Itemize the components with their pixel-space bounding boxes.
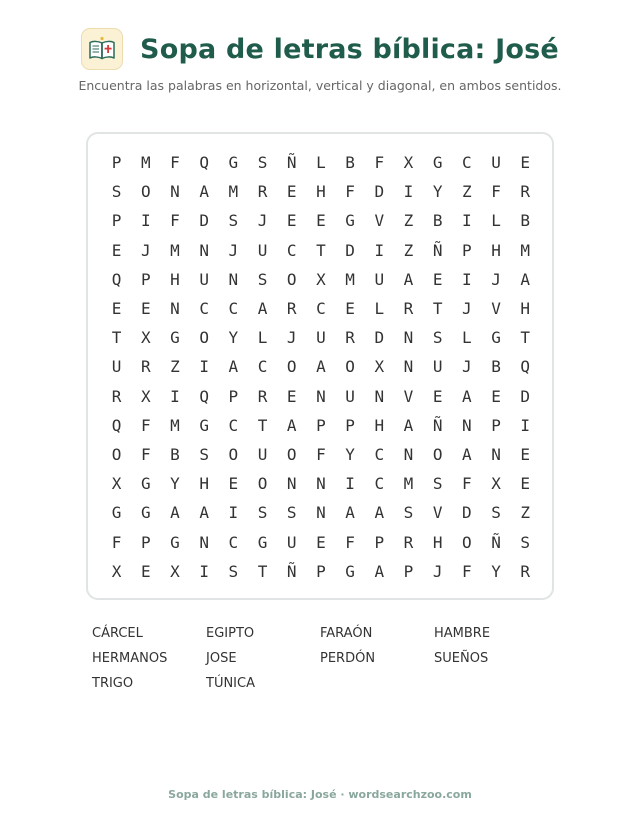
grid-letter[interactable]: N bbox=[199, 532, 209, 552]
grid-letter[interactable]: G bbox=[140, 503, 151, 523]
grid-letter[interactable]: Q bbox=[199, 153, 209, 173]
grid-letter[interactable]: O bbox=[345, 357, 355, 377]
grid-letter[interactable]: R bbox=[403, 532, 414, 552]
grid-letter[interactable]: G bbox=[345, 211, 355, 231]
grid-letter[interactable]: J bbox=[140, 240, 151, 260]
grid-letter[interactable]: S bbox=[111, 182, 122, 202]
grid-letter[interactable]: E bbox=[520, 153, 531, 173]
grid-letter[interactable]: C bbox=[228, 532, 239, 552]
grid-letter[interactable]: U bbox=[491, 153, 501, 173]
grid-letter[interactable]: S bbox=[491, 503, 501, 523]
grid-letter[interactable]: Ñ bbox=[432, 240, 443, 260]
grid-letter[interactable]: J bbox=[491, 269, 501, 289]
grid-letter[interactable]: Ñ bbox=[286, 561, 297, 581]
grid-letter[interactable]: Y bbox=[432, 182, 443, 202]
grid-letter[interactable]: E bbox=[316, 211, 326, 231]
grid-letter[interactable]: F bbox=[140, 415, 151, 435]
grid-letter[interactable]: D bbox=[345, 240, 355, 260]
header bbox=[0, 28, 640, 70]
grid-letter[interactable]: E bbox=[432, 269, 443, 289]
grid-letter[interactable]: S bbox=[257, 269, 268, 289]
grid-letter[interactable]: T bbox=[111, 328, 122, 348]
grid-letter[interactable]: S bbox=[257, 153, 268, 173]
grid-letter[interactable]: T bbox=[257, 561, 268, 581]
grid-letter[interactable]: P bbox=[316, 415, 326, 435]
grid-letter[interactable]: N bbox=[286, 474, 297, 494]
grid-letter[interactable]: G bbox=[345, 561, 355, 581]
grid-letter[interactable]: J bbox=[257, 211, 268, 231]
grid-letter[interactable]: A bbox=[199, 182, 209, 202]
grid-letter[interactable]: A bbox=[403, 415, 414, 435]
grid-letter[interactable]: G bbox=[432, 153, 443, 173]
page-title: Sopa de letras bíblica: José bbox=[140, 33, 559, 65]
grid-letter[interactable]: G bbox=[199, 415, 209, 435]
grid-letter[interactable]: A bbox=[199, 503, 209, 523]
grid-letter[interactable]: Q bbox=[111, 269, 122, 289]
grid-letter[interactable]: M bbox=[170, 240, 180, 260]
grid-letter[interactable]: E bbox=[520, 444, 531, 464]
grid-letter[interactable]: Q bbox=[111, 415, 122, 435]
grid-letter[interactable]: S bbox=[432, 328, 443, 348]
grid-letter[interactable]: A bbox=[462, 444, 472, 464]
word-item: TÚNICA bbox=[206, 676, 255, 691]
grid-letter[interactable]: S bbox=[286, 503, 297, 523]
grid-letter[interactable]: O bbox=[199, 328, 209, 348]
grid-letter[interactable]: V bbox=[491, 299, 501, 319]
grid-letter[interactable]: Ñ bbox=[491, 532, 501, 552]
grid-letter[interactable]: J bbox=[462, 299, 472, 319]
grid-letter[interactable]: F bbox=[345, 182, 355, 202]
grid-letter[interactable]: G bbox=[140, 474, 151, 494]
grid-letter[interactable]: A bbox=[462, 386, 472, 406]
grid-letter[interactable]: H bbox=[491, 240, 501, 260]
word-item: EGIPTO bbox=[206, 626, 255, 641]
grid-letter[interactable]: N bbox=[170, 182, 180, 202]
grid-letter[interactable]: O bbox=[228, 444, 239, 464]
grid-letter[interactable]: B bbox=[520, 211, 531, 231]
grid-letter[interactable]: U bbox=[316, 328, 326, 348]
grid-letter[interactable]: U bbox=[286, 532, 297, 552]
grid-letter[interactable]: G bbox=[170, 328, 180, 348]
grid-letter[interactable]: R bbox=[520, 182, 531, 202]
grid-letter[interactable]: V bbox=[403, 386, 414, 406]
grid-letter[interactable]: N bbox=[316, 503, 326, 523]
grid-letter[interactable]: A bbox=[520, 269, 531, 289]
grid-letter[interactable]: X bbox=[316, 269, 326, 289]
grid-letter[interactable]: X bbox=[111, 561, 122, 581]
grid-letter[interactable]: C bbox=[286, 240, 297, 260]
grid-letter[interactable]: C bbox=[374, 474, 385, 494]
grid-letter[interactable]: P bbox=[316, 561, 326, 581]
grid-letter[interactable]: N bbox=[374, 386, 385, 406]
grid-letter[interactable]: O bbox=[432, 444, 443, 464]
grid-letter[interactable]: F bbox=[345, 532, 355, 552]
grid-letter[interactable]: N bbox=[170, 299, 180, 319]
grid-letter[interactable]: O bbox=[140, 182, 151, 202]
grid-letter[interactable]: X bbox=[140, 386, 151, 406]
word-item: PERDÓN bbox=[320, 651, 376, 666]
puzzle-board bbox=[86, 132, 554, 600]
grid-letter[interactable]: H bbox=[316, 182, 326, 202]
grid-letter[interactable]: M bbox=[228, 182, 239, 202]
grid-letter[interactable]: I bbox=[170, 386, 180, 406]
grid-letter[interactable]: X bbox=[374, 357, 385, 377]
letter-grid bbox=[102, 148, 540, 586]
grid-letter[interactable]: R bbox=[257, 386, 268, 406]
grid-letter[interactable]: C bbox=[374, 444, 385, 464]
grid-letter[interactable]: E bbox=[140, 561, 151, 581]
grid-letter[interactable]: S bbox=[199, 444, 209, 464]
grid-letter[interactable]: B bbox=[345, 153, 355, 173]
grid-letter[interactable]: C bbox=[257, 357, 268, 377]
grid-letter[interactable]: B bbox=[432, 211, 443, 231]
grid-letter[interactable]: T bbox=[257, 415, 268, 435]
grid-letter[interactable]: F bbox=[170, 153, 180, 173]
grid-letter[interactable]: F bbox=[462, 561, 472, 581]
grid-letter[interactable]: P bbox=[140, 532, 151, 552]
grid-letter[interactable]: Z bbox=[403, 211, 414, 231]
grid-letter[interactable]: P bbox=[374, 532, 385, 552]
grid-letter[interactable]: X bbox=[111, 474, 122, 494]
word-list bbox=[92, 626, 548, 701]
grid-letter[interactable]: R bbox=[520, 561, 531, 581]
grid-letter[interactable]: M bbox=[345, 269, 355, 289]
grid-letter[interactable]: D bbox=[374, 182, 385, 202]
grid-letter[interactable]: I bbox=[403, 182, 414, 202]
grid-letter[interactable]: Y bbox=[345, 444, 355, 464]
grid-letter[interactable]: E bbox=[111, 240, 122, 260]
grid-letter[interactable]: P bbox=[111, 211, 122, 231]
grid-letter[interactable]: C bbox=[316, 299, 326, 319]
grid-letter[interactable]: F bbox=[111, 532, 122, 552]
grid-letter[interactable]: A bbox=[286, 415, 297, 435]
grid-letter[interactable]: G bbox=[228, 153, 239, 173]
grid-letter[interactable]: H bbox=[432, 532, 443, 552]
grid-letter[interactable]: Q bbox=[199, 386, 209, 406]
grid-letter[interactable]: L bbox=[491, 211, 501, 231]
grid-letter[interactable]: P bbox=[140, 269, 151, 289]
grid-letter[interactable]: F bbox=[374, 153, 385, 173]
grid-letter[interactable]: N bbox=[491, 444, 501, 464]
grid-letter[interactable]: D bbox=[374, 328, 385, 348]
grid-letter[interactable]: U bbox=[199, 269, 209, 289]
grid-letter[interactable]: E bbox=[140, 299, 151, 319]
grid-letter[interactable]: B bbox=[170, 444, 180, 464]
grid-letter[interactable]: E bbox=[286, 182, 297, 202]
grid-letter[interactable]: S bbox=[228, 561, 239, 581]
grid-letter[interactable]: A bbox=[170, 503, 180, 523]
grid-letter[interactable]: O bbox=[462, 532, 472, 552]
word-item: TRIGO bbox=[92, 676, 134, 691]
grid-letter[interactable]: P bbox=[345, 415, 355, 435]
grid-letter[interactable]: A bbox=[403, 269, 414, 289]
grid-letter[interactable]: R bbox=[286, 299, 297, 319]
grid-letter[interactable]: P bbox=[111, 153, 122, 173]
grid-letter[interactable]: S bbox=[228, 211, 239, 231]
grid-letter[interactable]: Y bbox=[228, 328, 239, 348]
grid-letter[interactable]: T bbox=[316, 240, 326, 260]
word-item: CÁRCEL bbox=[92, 626, 143, 641]
grid-letter[interactable]: Ñ bbox=[286, 153, 297, 173]
grid-letter[interactable]: A bbox=[374, 561, 385, 581]
grid-letter[interactable]: S bbox=[432, 474, 443, 494]
grid-letter[interactable]: A bbox=[345, 503, 355, 523]
grid-letter[interactable]: I bbox=[374, 240, 385, 260]
grid-letter[interactable]: E bbox=[286, 211, 297, 231]
grid-letter[interactable]: O bbox=[286, 269, 297, 289]
grid-letter[interactable]: F bbox=[316, 444, 326, 464]
grid-letter[interactable]: U bbox=[345, 386, 355, 406]
grid-letter[interactable]: I bbox=[228, 503, 239, 523]
grid-letter[interactable]: R bbox=[257, 182, 268, 202]
grid-letter[interactable]: V bbox=[432, 503, 443, 523]
grid-letter[interactable]: N bbox=[316, 474, 326, 494]
grid-letter[interactable]: M bbox=[170, 415, 180, 435]
grid-letter[interactable]: X bbox=[140, 328, 151, 348]
grid-letter[interactable]: B bbox=[491, 357, 501, 377]
grid-letter[interactable]: D bbox=[462, 503, 472, 523]
grid-letter[interactable]: V bbox=[374, 211, 385, 231]
grid-letter[interactable]: I bbox=[462, 269, 472, 289]
grid-letter[interactable]: A bbox=[257, 299, 268, 319]
grid-letter[interactable]: E bbox=[286, 386, 297, 406]
grid-letter[interactable]: Z bbox=[403, 240, 414, 260]
grid-letter[interactable]: L bbox=[374, 299, 385, 319]
grid-letter[interactable]: Y bbox=[491, 561, 501, 581]
grid-letter[interactable]: G bbox=[170, 532, 180, 552]
open-bible-icon bbox=[81, 28, 123, 70]
grid-letter[interactable]: P bbox=[491, 415, 501, 435]
grid-letter[interactable]: L bbox=[462, 328, 472, 348]
grid-letter[interactable]: H bbox=[199, 474, 209, 494]
page-subtitle: Encuentra las palabras en horizontal, vertical y diagonal, en ambos sentidos. bbox=[78, 78, 562, 93]
grid-letter[interactable]: O bbox=[111, 444, 122, 464]
grid-letter[interactable]: G bbox=[491, 328, 501, 348]
grid-letter[interactable]: I bbox=[520, 415, 531, 435]
grid-letter[interactable]: C bbox=[199, 299, 209, 319]
grid-letter[interactable]: Z bbox=[520, 503, 531, 523]
grid-letter[interactable]: U bbox=[374, 269, 385, 289]
grid-letter[interactable]: O bbox=[286, 444, 297, 464]
grid-letter[interactable]: U bbox=[257, 240, 268, 260]
grid-letter[interactable]: X bbox=[491, 474, 501, 494]
grid-letter[interactable]: J bbox=[432, 561, 443, 581]
grid-letter[interactable]: G bbox=[257, 532, 268, 552]
grid-letter[interactable]: E bbox=[432, 386, 443, 406]
grid-letter[interactable]: F bbox=[140, 444, 151, 464]
grid-letter[interactable]: T bbox=[432, 299, 443, 319]
grid-letter[interactable]: Z bbox=[462, 182, 472, 202]
word-item: HAMBRE bbox=[434, 626, 491, 641]
grid-letter[interactable]: E bbox=[345, 299, 355, 319]
footer: Sopa de letras bíblica: José · wordsearchzoo.com bbox=[168, 788, 472, 801]
grid-letter[interactable]: H bbox=[374, 415, 385, 435]
grid-letter[interactable]: A bbox=[374, 503, 385, 523]
grid-letter[interactable]: N bbox=[228, 269, 239, 289]
grid-letter[interactable]: X bbox=[403, 153, 414, 173]
grid-letter[interactable]: L bbox=[316, 153, 326, 173]
grid-letter[interactable]: E bbox=[491, 386, 501, 406]
grid-letter[interactable]: M bbox=[520, 240, 531, 260]
word-item: JOSE bbox=[206, 651, 237, 666]
grid-letter[interactable]: G bbox=[111, 503, 122, 523]
grid-letter[interactable]: Z bbox=[170, 357, 180, 377]
grid-letter[interactable]: C bbox=[462, 153, 472, 173]
grid-letter[interactable]: Y bbox=[170, 474, 180, 494]
grid-letter[interactable]: P bbox=[403, 561, 414, 581]
grid-letter[interactable]: N bbox=[403, 328, 414, 348]
grid-letter[interactable]: E bbox=[228, 474, 239, 494]
grid-letter[interactable]: I bbox=[345, 474, 355, 494]
grid-letter[interactable]: F bbox=[462, 474, 472, 494]
grid-letter[interactable]: N bbox=[403, 444, 414, 464]
grid-letter[interactable]: U bbox=[111, 357, 122, 377]
grid-letter[interactable]: A bbox=[228, 357, 239, 377]
grid-letter[interactable]: D bbox=[520, 386, 531, 406]
grid-letter[interactable]: U bbox=[257, 444, 268, 464]
grid-letter[interactable]: N bbox=[462, 415, 472, 435]
grid-letter[interactable]: M bbox=[140, 153, 151, 173]
grid-letter[interactable]: J bbox=[228, 240, 239, 260]
grid-letter[interactable]: H bbox=[520, 299, 531, 319]
grid-letter[interactable]: D bbox=[199, 211, 209, 231]
grid-letter[interactable]: F bbox=[170, 211, 180, 231]
grid-letter[interactable]: N bbox=[316, 386, 326, 406]
grid-letter[interactable]: U bbox=[432, 357, 443, 377]
word-item: FARAÓN bbox=[320, 626, 373, 641]
grid-letter[interactable]: C bbox=[228, 299, 239, 319]
grid-letter[interactable]: Q bbox=[520, 357, 531, 377]
grid-letter[interactable]: Ñ bbox=[432, 415, 443, 435]
grid-letter[interactable]: A bbox=[316, 357, 326, 377]
grid-letter[interactable]: J bbox=[462, 357, 472, 377]
grid-letter[interactable]: C bbox=[228, 415, 239, 435]
grid-letter[interactable]: E bbox=[316, 532, 326, 552]
grid-letter[interactable]: E bbox=[111, 299, 122, 319]
grid-letter[interactable]: S bbox=[520, 532, 531, 552]
grid-letter[interactable]: S bbox=[257, 503, 268, 523]
grid-letter[interactable]: I bbox=[140, 211, 151, 231]
grid-letter[interactable]: R bbox=[140, 357, 151, 377]
grid-letter[interactable]: I bbox=[462, 211, 472, 231]
grid-letter[interactable]: E bbox=[520, 474, 531, 494]
grid-letter[interactable]: M bbox=[403, 474, 414, 494]
grid-letter[interactable]: H bbox=[170, 269, 180, 289]
grid-letter[interactable]: O bbox=[257, 474, 268, 494]
grid-letter[interactable]: R bbox=[345, 328, 355, 348]
grid-letter[interactable]: N bbox=[199, 240, 209, 260]
grid-letter[interactable]: I bbox=[199, 561, 209, 581]
grid-letter[interactable]: N bbox=[403, 357, 414, 377]
grid-letter[interactable]: T bbox=[520, 328, 531, 348]
grid-letter[interactable]: S bbox=[403, 503, 414, 523]
grid-letter[interactable]: P bbox=[228, 386, 239, 406]
grid-letter[interactable]: R bbox=[403, 299, 414, 319]
grid-letter[interactable]: L bbox=[257, 328, 268, 348]
grid-letter[interactable]: X bbox=[170, 561, 180, 581]
grid-letter[interactable]: I bbox=[199, 357, 209, 377]
word-item: SUEÑOS bbox=[434, 651, 489, 666]
grid-letter[interactable]: J bbox=[286, 328, 297, 348]
grid-letter[interactable]: O bbox=[286, 357, 297, 377]
grid-letter[interactable]: R bbox=[111, 386, 122, 406]
word-item: HERMANOS bbox=[92, 651, 168, 666]
grid-letter[interactable]: F bbox=[491, 182, 501, 202]
grid-letter[interactable]: P bbox=[462, 240, 472, 260]
